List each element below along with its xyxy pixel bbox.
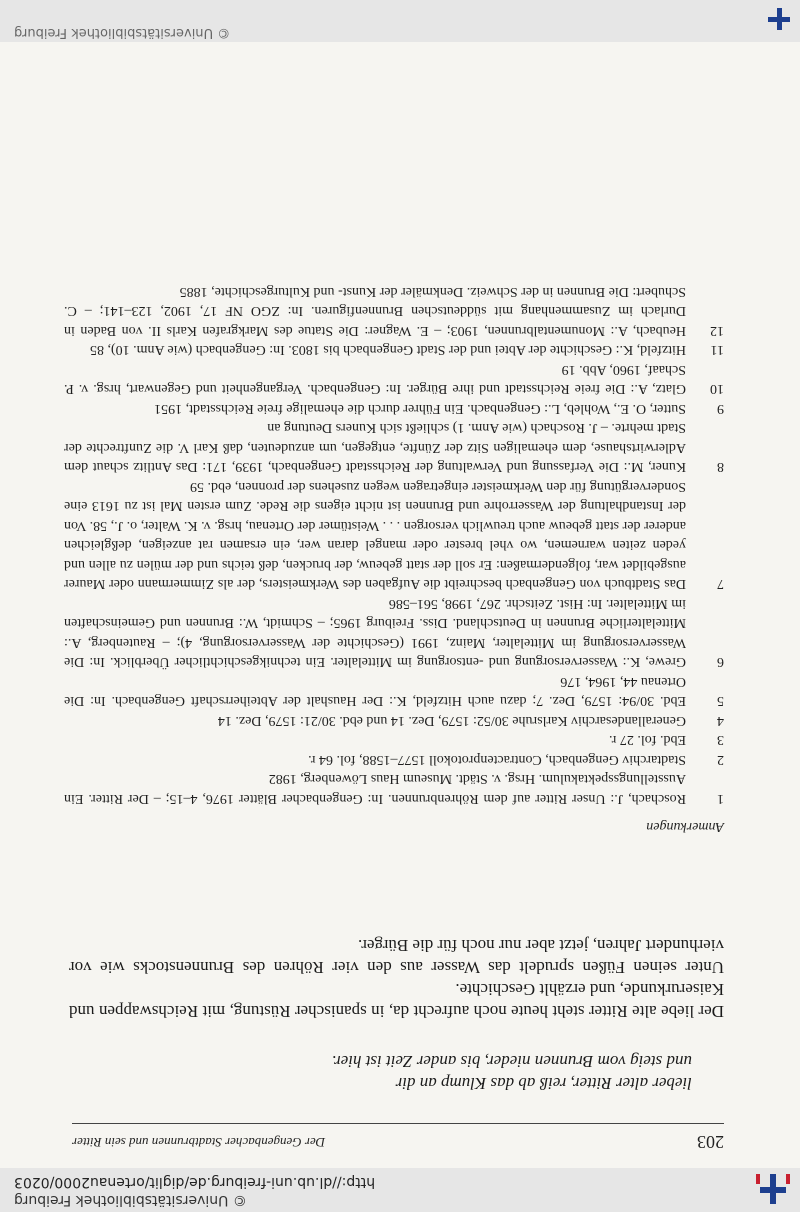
ub-freiburg-logo [756, 1174, 790, 1204]
note-text: Kuner, M.: Die Verfassung und Verwaltung der Reichsstadt Gengenbach, 1939, 171: Das Antlitz schaut dem Adlerwirtshause, dem ehemaligen Sitz der Zünfte, entgegen, um anzudeuten, daß Karl V. die Zunftrechte der Stadt mehrte. – J. Roschach (wie Anm. 1) schließt sich Kuners Deutung an [64, 420, 686, 475]
provider-credit: © Universitätsbibliothek Freiburg [14, 1192, 247, 1208]
running-head [72, 1123, 724, 1152]
note-text: Generallandesarchiv Karlsruhe 30/52: 1579, Dez. 14 und ebd. 30/21: 1579, Dez. 14 [217, 713, 686, 728]
note-text: Glatz, A.: Die freie Reichsstadt und ihre Bürger. In: Gengenbach. Vergangenheit und Gegenwart, hrsg. v. P. Schaaf, 1960, Abb. 19 [64, 362, 686, 397]
note-text: Roschach, J.: Unser Ritter auf dem Röhrenbrunnen. In: Gengenbacher Blätter 1976, 4–15; – Der Ritter. Ein Ausstellungsspektakulum. Hrsg. v. Städt. Museum Haus Löwenberg, 1982 [64, 771, 686, 806]
page-number: 203 [697, 1132, 724, 1152]
note-number: 6 [717, 654, 724, 670]
notes-heading: Anmerkungen [646, 819, 724, 834]
note-number: 3 [717, 732, 724, 748]
note-item [64, 418, 724, 477]
poem-line: und steig vom Brunnen nieder, bis ander Zeit ist hier. [331, 1052, 692, 1071]
note-number: 1 [717, 791, 724, 806]
running-title: Der Gengenbacher Stadtbrunnen und sein Ritter [72, 1135, 326, 1150]
note-text: Ebd. fol. 27 r. [609, 732, 686, 748]
viewer-header [0, 1167, 800, 1212]
poem-line: lieber alter Ritter, reiß ab das Klump an dir [395, 1074, 692, 1093]
note-number: 8 [717, 459, 724, 475]
note-number: 2 [717, 752, 724, 767]
note-text: Grewe, K.: Wasserversorgung und -entsorgung im Mittelalter. Ein technikgeschichtlicher Überblick. In: Die Wasserversorgung im Mittelalter, Mainz, 1991 (Geschichte der Wasserversorgung, 4); – Rautenberg, A.: Mittelalterliche Brunnen in Deutschland. Diss. Freiburg 1965; – Schmidt, W.: Brunnen und Gemeinschaften im Mittelalter. In: Hist. Zeitschr. 267, 1998, 561–586 [64, 596, 686, 670]
note-number: 5 [717, 693, 724, 709]
note-number: 11 [710, 342, 724, 358]
note-text: Stadtarchiv Gengenbach, Contractenprotokoll 1577–1588, fol. 64 r. [308, 752, 686, 767]
note-text: Hitzfeld, K.: Geschichte der Abtei und der Stadt Gengenbach bis 1803. In: Gengenbach (wie Anm. 10), 85 [89, 342, 686, 358]
note-number: 4 [717, 713, 724, 728]
note-item [64, 730, 724, 750]
note-item [64, 477, 724, 594]
note-item [64, 711, 724, 731]
page-url-link[interactable]: http://dl.ub.uni-freiburg.de/diglit/ortenau2000/0203 [14, 1174, 376, 1190]
note-number: 7 [717, 576, 724, 592]
note-item [64, 282, 724, 341]
note-item [64, 399, 724, 419]
note-number: 12 [710, 323, 724, 338]
paragraph: Unter seinen Füßen sprudelt das Wasser aus den vier Röhren des Brunnenstocks wie vor vierhundert Jahren, jetzt aber nur noch für die Bürger. [69, 936, 724, 977]
note-text: Das Stadtbuch von Gengenbach beschreibt die Aufgaben des Werkmeisters, der als Zimmermann oder Maurer ausgebildet war, folgendermaßen: Er soll der statt gebeuw, der brucken, deß teichs und der mülen zu allen und yeden zeiten warnemen, wo vhel brester oder mangel daran wer, ein ersamen rat anzeigen, deßgleichen anderer der statt gebeuw auch treuwlich versorgen . . . Weistümer der Ortenau, hrsg. v. K. Walter, o. J., 58. Von der Instandhaltung der Wasserrohre und Brunnen ist nicht eigens die Rede. Zum ersten Mal ist zu 1613 eine Sondervergütung für den Werkmeister eingetragen wegen zusehens der pronnen, ebd. 59 [64, 479, 686, 592]
note-item [64, 750, 724, 770]
note-number: 10 [710, 381, 724, 397]
note-item [64, 360, 724, 399]
provider-credit-footer: © Universitätsbibliothek Freiburg [14, 25, 231, 40]
note-number: 9 [717, 401, 724, 416]
note-item [64, 594, 724, 672]
note-item [64, 672, 724, 711]
note-text: Ebd. 30/94: 1579, Dez. 7; dazu auch Hitzfeld, K.: Der Haushalt der Abteiherrschaft Gengenbach. In: Die Ortenau 44, 1964, 176 [64, 674, 686, 709]
ub-freiburg-logo-small [768, 8, 790, 30]
note-text: Sutter, O. E., Wohleb, L.: Gengenbach. Ein Führer durch die ehemalige freie Reichsstadt, 1951 [154, 401, 686, 416]
note-text: Heubach, A.: Monumentalbrunnen, 1903; – E. Wagner: Die Statue des Markgrafen Karls II. von Baden in Durlach im Zusammenhang mit süddeutschen Brunnenfiguren. In: ZGO NF 17, 1902, 123–141; – C. Schubert: Die Brunnen in der Schweiz. Denkmäler der Kunst- und Kulturgeschichte, 1885 [64, 284, 686, 338]
poem-quote [72, 1050, 692, 1094]
note-item [64, 769, 724, 808]
note-item [64, 340, 724, 360]
notes-list [64, 282, 724, 809]
body-text [69, 934, 724, 1022]
viewer-footer [0, 0, 800, 42]
paragraph: Der liebe alte Ritter steht heute noch aufrecht da, in spanischer Rüstung, mit Reichswappen und Kaiserurkunde, und erzählt Geschichte. [69, 980, 724, 1021]
